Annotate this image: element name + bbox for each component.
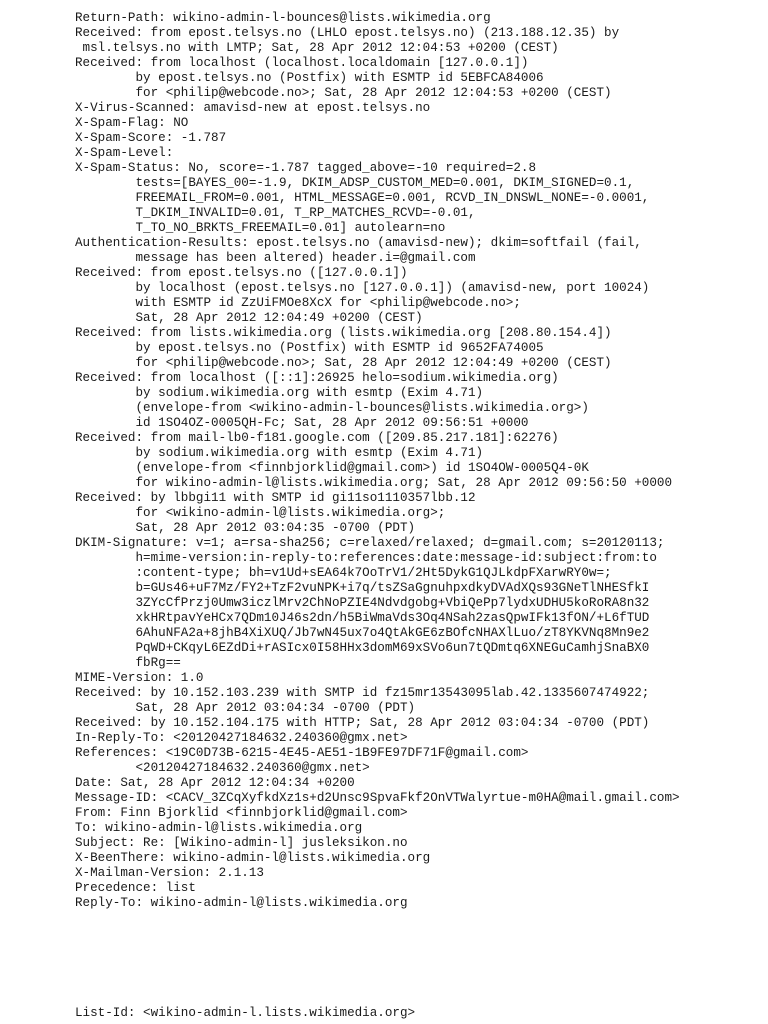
email-header-block [75, 11, 680, 911]
header-line: Received: by 10.152.103.239 with SMTP id fz15mr13543095lab.42.1335607474922; [75, 686, 650, 700]
header-line: T_DKIM_INVALID=0.01, T_RP_MATCHES_RCVD=-0.01, [75, 206, 476, 220]
header-line: In-Reply-To: <20120427184632.240360@gmx.net> [75, 731, 408, 745]
header-line: Message-ID: <CACV_3ZCqXyfkdXz1s+d2Unsc9SpvaFkf2OnVTWalyrtue-m0HA@mail.gmail.com> [75, 791, 680, 805]
header-line: Received: from lists.wikimedia.org (lists.wikimedia.org [208.80.154.4]) [75, 326, 612, 340]
header-line: message has been altered) header.i=@gmail.com [75, 251, 476, 265]
header-line: T_TO_NO_BRKTS_FREEMAIL=0.01] autolearn=no [75, 221, 446, 235]
header-line: Received: from epost.telsys.no (LHLO epost.telsys.no) (213.188.12.35) by [75, 26, 620, 40]
header-line: Received: from localhost ([::1]:26925 helo=sodium.wikimedia.org) [75, 371, 559, 385]
header-line: fbRg== [75, 656, 181, 670]
header-line: for <philip@webcode.no>; Sat, 28 Apr 2012 12:04:53 +0200 (CEST) [75, 86, 612, 100]
email-header-footer [75, 1006, 415, 1021]
header-line: by epost.telsys.no (Postfix) with ESMTP id 5EBFCA84006 [75, 71, 544, 85]
header-line: by localhost (epost.telsys.no [127.0.0.1]) (amavisd-new, port 10024) [75, 281, 650, 295]
header-line: References: <19C0D73B-6215-4E45-AE51-1B9FE97DF71F@gmail.com> [75, 746, 529, 760]
header-line: (envelope-from <wikino-admin-l-bounces@lists.wikimedia.org>) [75, 401, 589, 415]
header-line: for wikino-admin-l@lists.wikimedia.org; Sat, 28 Apr 2012 09:56:50 +0000 [75, 476, 673, 490]
header-line: Received: from epost.telsys.no ([127.0.0.1]) [75, 266, 408, 280]
header-line: Precedence: list [75, 881, 196, 895]
header-line: Reply-To: wikino-admin-l@lists.wikimedia.org [75, 896, 408, 910]
header-line: msl.telsys.no with LMTP; Sat, 28 Apr 2012 12:04:53 +0200 (CEST) [75, 41, 559, 55]
header-line: FREEMAIL_FROM=0.001, HTML_MESSAGE=0.001, RCVD_IN_DNSWL_NONE=-0.0001, [75, 191, 650, 205]
header-line: tests=[BAYES_00=-1.9, DKIM_ADSP_CUSTOM_MED=0.001, DKIM_SIGNED=0.1, [75, 176, 635, 190]
header-line: Received: by lbbgi11 with SMTP id gi11so1110357lbb.12 [75, 491, 476, 505]
header-line: Return-Path: wikino-admin-l-bounces@lists.wikimedia.org [75, 11, 491, 25]
header-line: Received: from mail-lb0-f181.google.com ([209.85.217.181]:62276) [75, 431, 559, 445]
header-line: 6AhuNFA2a+8jhB4XiXUQ/Jb7wN45ux7o4QtAkGE6zBOfcNHAXlLuo/zT8YKVNq8Mn9e2 [75, 626, 650, 640]
header-line: DKIM-Signature: v=1; a=rsa-sha256; c=relaxed/relaxed; d=gmail.com; s=20120113; [75, 536, 665, 550]
header-line: xkHRtpavYeHCx7QDm10J46s2dn/h5BiWmaVds3Oq4NSah2zasQpwIFk13fON/+L6fTUD [75, 611, 650, 625]
header-line: X-Spam-Status: No, score=-1.787 tagged_above=-10 required=2.8 [75, 161, 537, 175]
header-line: Sat, 28 Apr 2012 12:04:49 +0200 (CEST) [75, 311, 423, 325]
header-line: id 1SO4OZ-0005QH-Fc; Sat, 28 Apr 2012 09:56:51 +0000 [75, 416, 529, 430]
header-line: X-Spam-Score: -1.787 [75, 131, 227, 145]
header-line: Sat, 28 Apr 2012 03:04:35 -0700 (PDT) [75, 521, 416, 535]
header-line: with ESMTP id ZzUiFMOe8XcX for <philip@webcode.no>; [75, 296, 521, 310]
header-line: Authentication-Results: epost.telsys.no (amavisd-new); dkim=softfail (fail, [75, 236, 642, 250]
header-line: by sodium.wikimedia.org with esmtp (Exim 4.71) [75, 446, 484, 460]
header-line: 3ZYcCfPrzj0Umw3iczlMrv2ChNoPZIE4Ndvdgobg+VbiQePp7lydxUDHU5koRoRA8n32 [75, 596, 650, 610]
header-line: Sat, 28 Apr 2012 03:04:34 -0700 (PDT) [75, 701, 416, 715]
header-line: MIME-Version: 1.0 [75, 671, 204, 685]
header-line: (envelope-from <finnbjorklid@gmail.com>) id 1SO4OW-0005Q4-0K [75, 461, 589, 475]
header-line: X-Mailman-Version: 2.1.13 [75, 866, 264, 880]
header-line: by epost.telsys.no (Postfix) with ESMTP id 9652FA74005 [75, 341, 544, 355]
header-line: for <wikino-admin-l@lists.wikimedia.org>; [75, 506, 446, 520]
header-line: <20120427184632.240360@gmx.net> [75, 761, 370, 775]
header-line: b=GUs46+uF7Mz/FY2+TzF2vuNPK+i7q/tsZSaGgnuhpxdkyDVAdXQs93GNeTlNHESfkI [75, 581, 650, 595]
header-line: Date: Sat, 28 Apr 2012 12:04:34 +0200 [75, 776, 355, 790]
header-line: X-Spam-Level: [75, 146, 174, 160]
header-line: Subject: Re: [Wikino-admin-l] jusleksikon.no [75, 836, 408, 850]
header-line: From: Finn Bjorklid <finnbjorklid@gmail.com> [75, 806, 408, 820]
header-line: Received: from localhost (localhost.localdomain [127.0.0.1]) [75, 56, 529, 70]
header-line: for <philip@webcode.no>; Sat, 28 Apr 2012 12:04:49 +0200 (CEST) [75, 356, 612, 370]
header-line: PqWD+CKqyL6EZdDi+rASIcx0I58HHx3domM69xSVo6un7tQDmtq6XNEGuCamhjSnaBX0 [75, 641, 650, 655]
header-line: X-Spam-Flag: NO [75, 116, 189, 130]
header-line: X-BeenThere: wikino-admin-l@lists.wikimedia.org [75, 851, 431, 865]
header-line: by sodium.wikimedia.org with esmtp (Exim 4.71) [75, 386, 484, 400]
header-line: Received: by 10.152.104.175 with HTTP; Sat, 28 Apr 2012 03:04:34 -0700 (PDT) [75, 716, 650, 730]
header-line: :content-type; bh=v1Ud+sEA64k7OoTrV1/2Ht5DykG1QJLkdpFXarwRY0w=; [75, 566, 612, 580]
header-line: X-Virus-Scanned: amavisd-new at epost.telsys.no [75, 101, 431, 115]
list-id-header-line: List-Id: <wikino-admin-l.lists.wikimedia.org> [75, 1006, 416, 1020]
header-line: h=mime-version:in-reply-to:references:date:message-id:subject:from:to [75, 551, 657, 565]
header-line: To: wikino-admin-l@lists.wikimedia.org [75, 821, 363, 835]
